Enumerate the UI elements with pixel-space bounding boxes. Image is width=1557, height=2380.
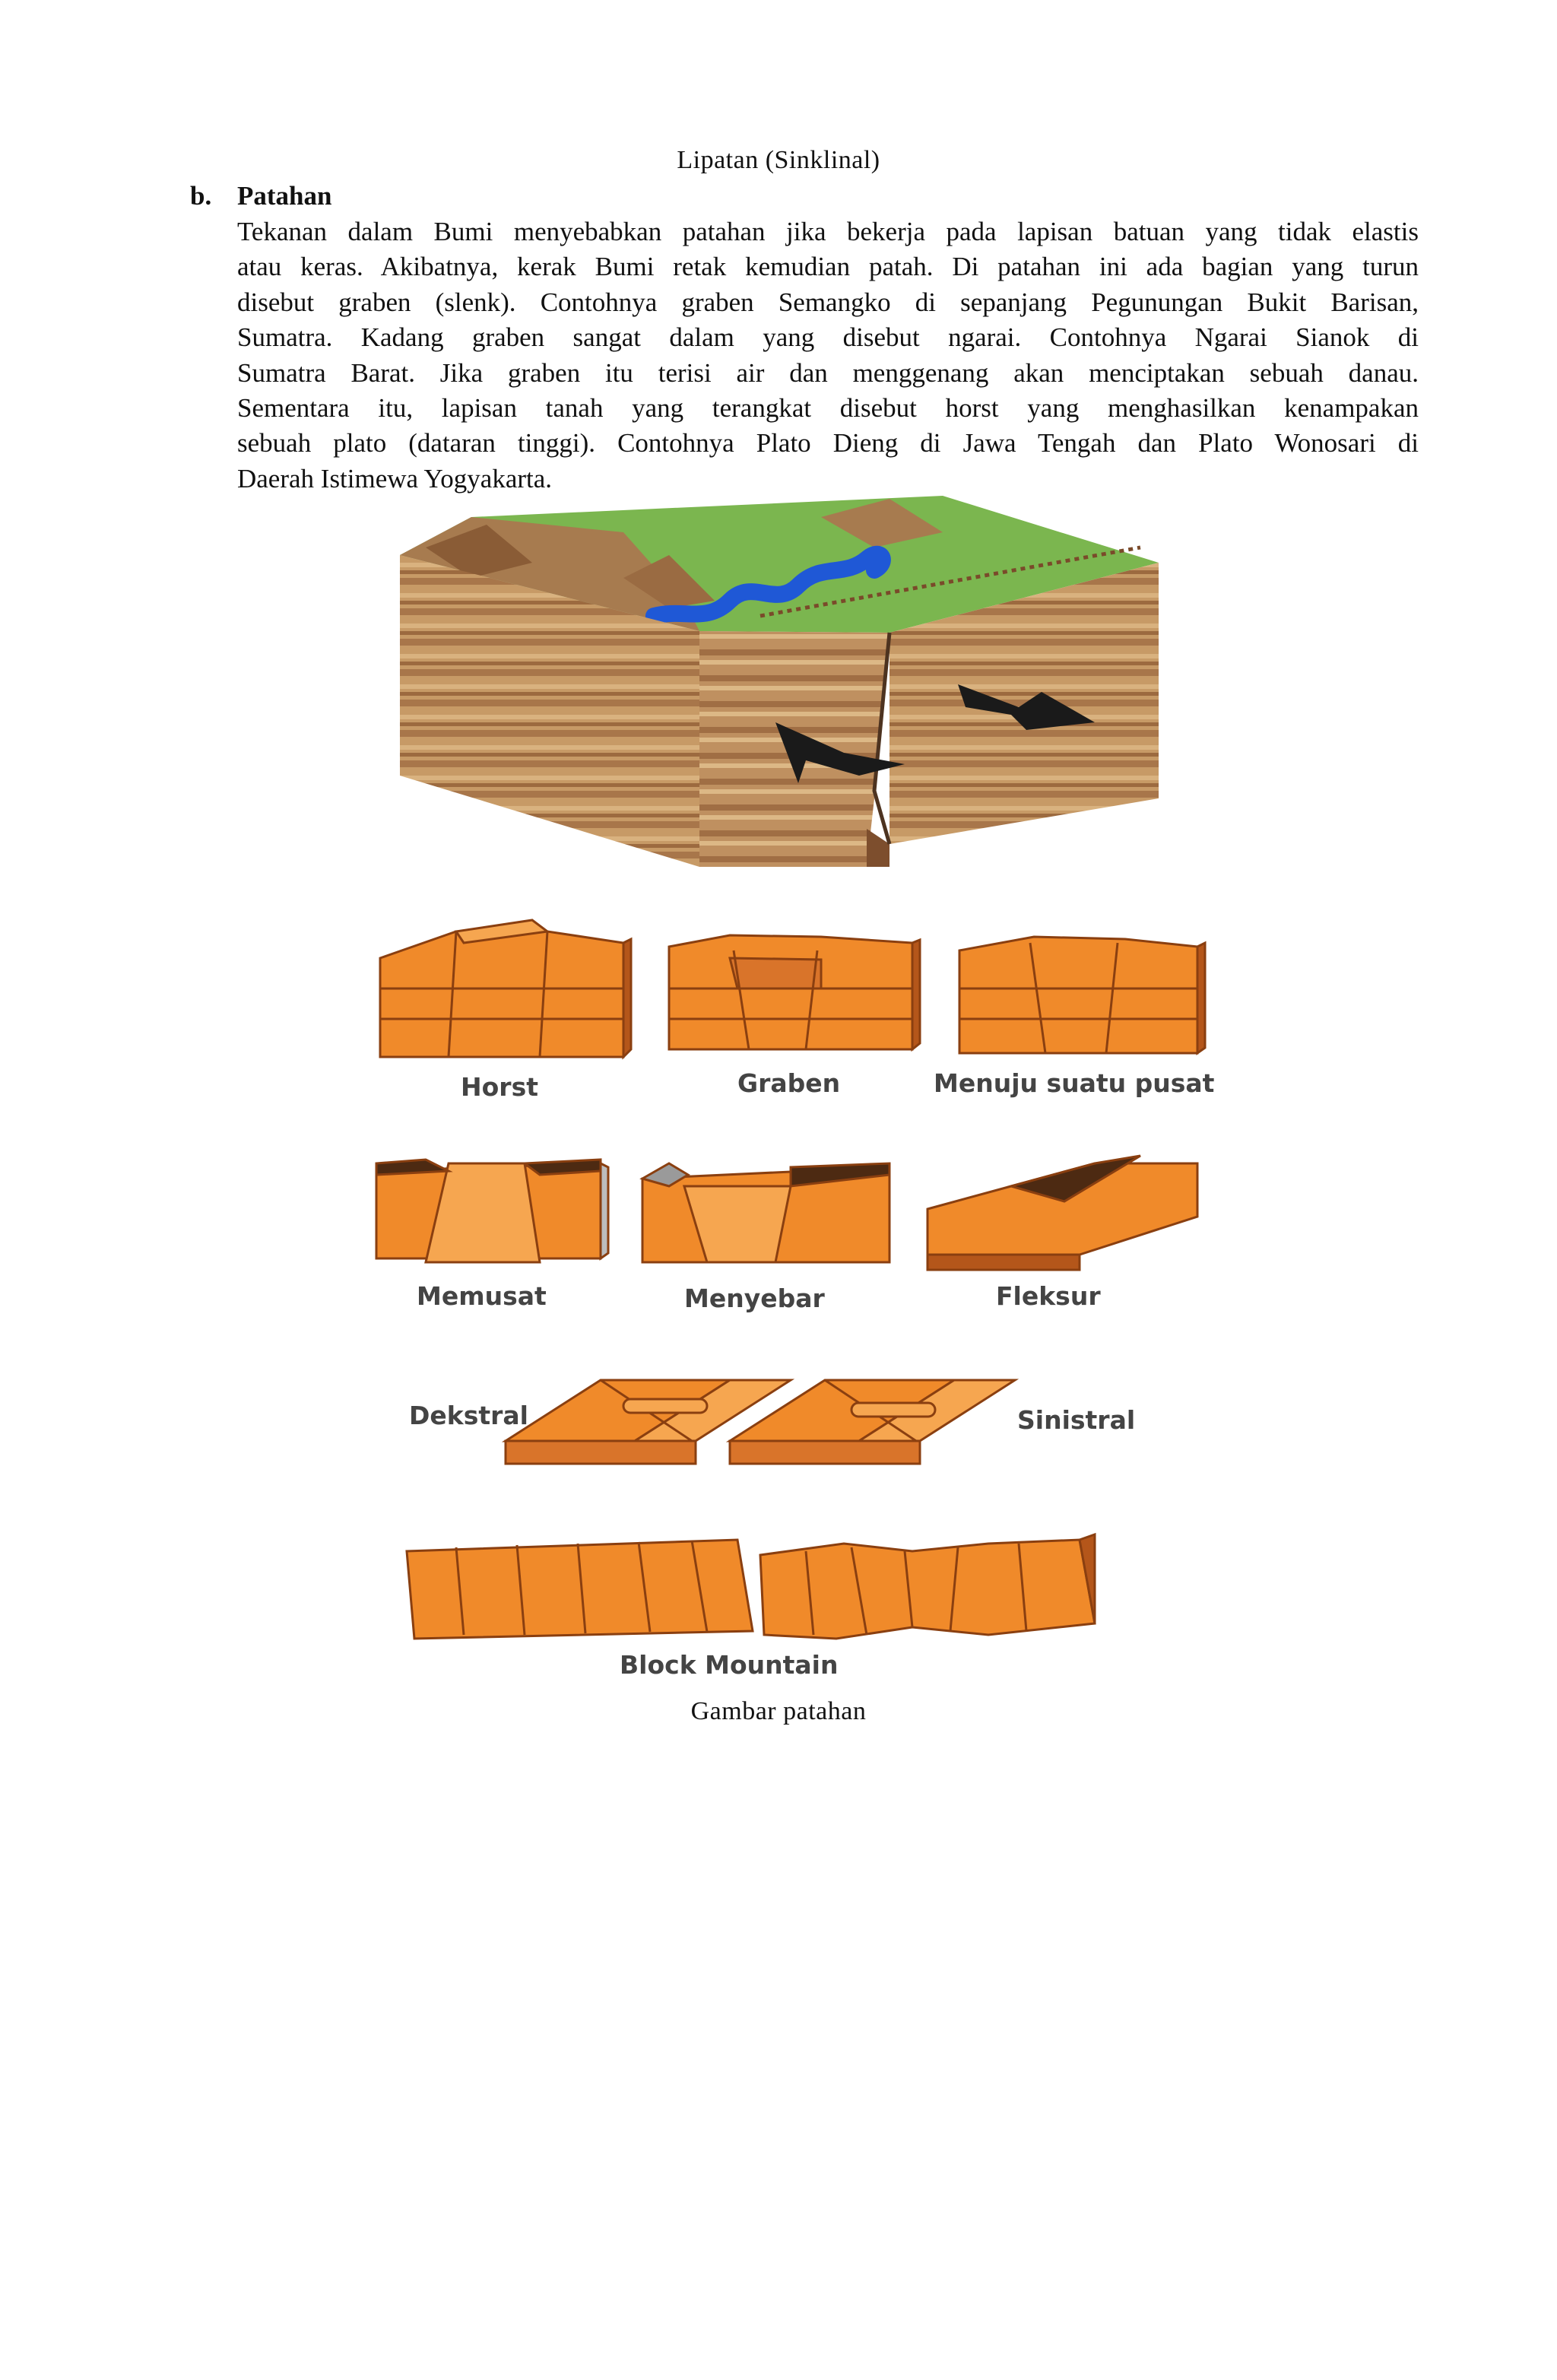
paragraph-line: Sementara itu, lapisan tanah yang terangkat disebut horst yang menghasilkan kenampakan: [237, 392, 1419, 423]
figure-caption-bottom: Gambar patahan: [690, 1697, 867, 1725]
label-memusat: Memusat: [417, 1281, 547, 1311]
section-number: b.: [190, 181, 212, 211]
paragraph-line: Sumatra Barat. Jika graben itu terisi air dan menggenang akan menciptakan sebuah danau.: [237, 357, 1419, 388]
label-fleksur: Fleksur: [996, 1281, 1101, 1311]
paragraph-line: sebuah plato (dataran tinggi). Contohnya Plato Dieng di Jawa Tengah dan Plato Wonosari di: [237, 428, 1419, 459]
paragraph-line: atau keras. Akibatnya, kerak Bumi retak kemudian patah. Di patahan ini ada bagian yang turun: [237, 252, 1419, 282]
graben-diagram: [669, 935, 920, 1049]
label-dekstral: Dekstral: [409, 1401, 528, 1430]
label-sinistral: Sinistral: [1017, 1405, 1136, 1435]
section-title: Patahan: [237, 181, 332, 211]
block-mountain-diagram: [407, 1534, 1095, 1639]
fleksur-diagram: [928, 1156, 1197, 1270]
label-graben: Graben: [737, 1068, 841, 1098]
paragraph-line: Daerah Istimewa Yogyakarta.: [237, 463, 553, 493]
horst-diagram: [380, 920, 631, 1057]
label-menuju-suatu-pusat: Menuju suatu pusat: [934, 1068, 1215, 1098]
menuju-pusat-diagram: [959, 937, 1205, 1053]
memusat-diagram: [376, 1160, 608, 1262]
label-horst: Horst: [461, 1072, 538, 1102]
figure-caption-top: Lipatan (Sinklinal): [677, 146, 880, 174]
paragraph-line: disebut graben (slenk). Contohnya graben Semangko di sepanjang Pegunungan Bukit Barisan,: [237, 287, 1419, 317]
label-block-mountain: Block Mountain: [620, 1650, 839, 1680]
label-menyebar: Menyebar: [684, 1284, 825, 1313]
paragraph-line: Sumatra. Kadang graben sangat dalam yang disebut ngarai. Contohnya Ngarai Sianok di: [237, 322, 1419, 353]
paragraph-line: Tekanan dalam Bumi menyebabkan patahan jika bekerja pada lapisan batuan yang tidak elastis: [237, 217, 1419, 246]
menyebar-diagram: [642, 1163, 889, 1262]
